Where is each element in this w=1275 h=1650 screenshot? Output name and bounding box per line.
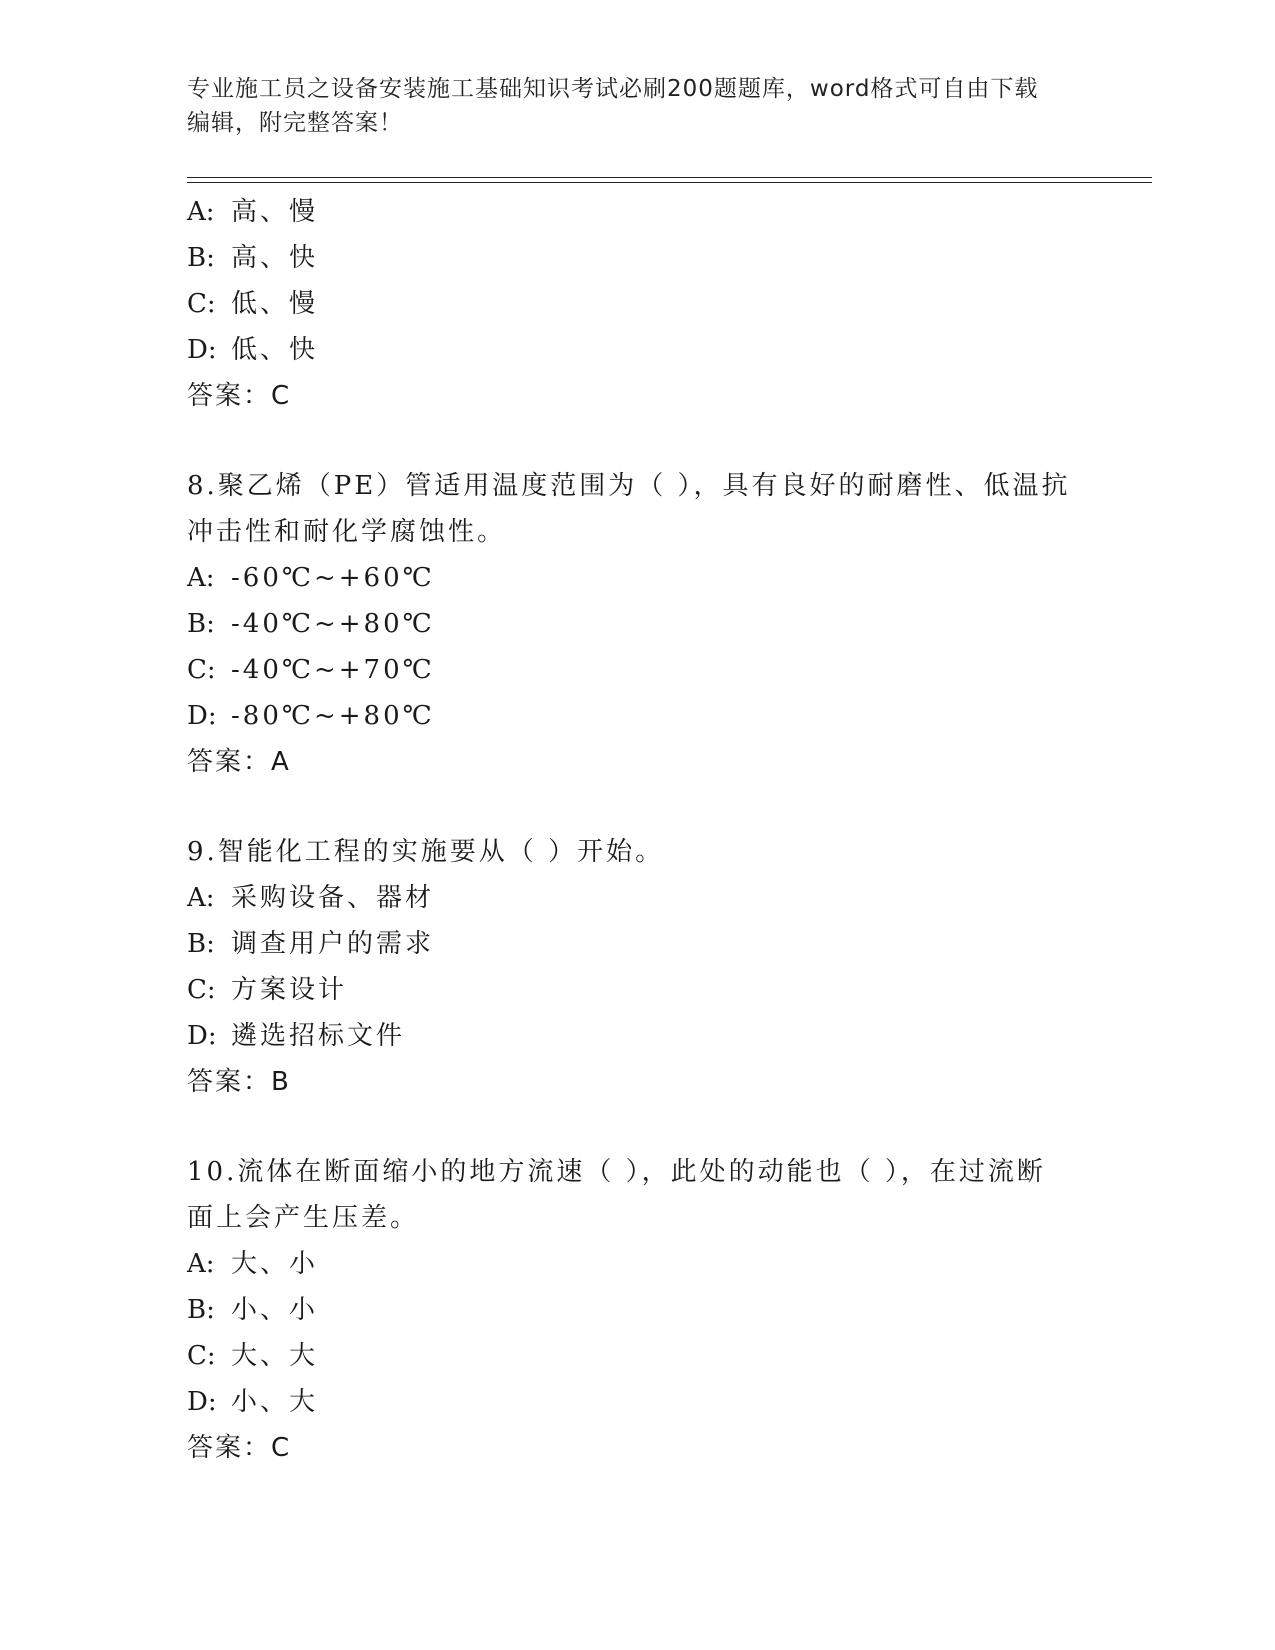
question-text (187, 829, 1087, 875)
question-text-line-1: 10.流体在断面缩小的地方流速（ ），此处的动能也（ ），在过流断 (187, 1157, 1046, 1187)
option-c (187, 647, 1087, 693)
option-b (187, 601, 1087, 647)
option-text: 低、慢 (231, 289, 319, 319)
question-8 (187, 463, 1087, 785)
option-text: 高、慢 (231, 197, 319, 227)
option-key: C: (187, 289, 216, 319)
option-d (187, 693, 1087, 739)
document-header (187, 72, 1067, 140)
option-a (187, 875, 1087, 921)
option-a (187, 555, 1087, 601)
question-text-line-1: 8.聚乙烯（PE）管适用温度范围为（ ），具有良好的耐磨性、低温抗 (187, 471, 1071, 501)
option-text: 遴选招标文件 (231, 1021, 406, 1051)
option-key: C: (187, 655, 216, 685)
question-7 (187, 189, 1087, 419)
option-d (187, 1379, 1087, 1425)
option-d (187, 1013, 1087, 1059)
option-key: B: (187, 1295, 215, 1325)
question-9 (187, 829, 1087, 1105)
option-b (187, 921, 1087, 967)
option-text: 采购设备、器材 (231, 883, 435, 913)
option-key: D: (187, 1021, 217, 1051)
question-10 (187, 1149, 1087, 1471)
header-line-2: 编辑，附完整答案！ (187, 110, 403, 136)
option-text: 小、小 (231, 1295, 319, 1325)
option-b (187, 1287, 1087, 1333)
option-a (187, 189, 1087, 235)
option-text: 调查用户的需求 (231, 929, 435, 959)
option-text: 低、快 (231, 335, 319, 365)
option-text: 大、大 (231, 1341, 319, 1371)
header-divider-top (187, 177, 1152, 178)
answer-line: 答案：C (187, 1433, 292, 1463)
header-line-1: 专业施工员之设备安装施工基础知识考试必刷200题题库，word格式可自由下载 (187, 76, 1039, 102)
option-key: D: (187, 701, 217, 731)
option-key: B: (187, 243, 215, 273)
question-text-line-1: 9.智能化工程的实施要从（ ）开始。 (187, 837, 665, 867)
option-text: -40℃~+70℃ (231, 655, 435, 685)
option-text: 高、快 (231, 243, 319, 273)
option-a (187, 1241, 1087, 1287)
option-key: B: (187, 609, 215, 639)
question-text (187, 463, 1087, 555)
option-text: -80℃~+80℃ (231, 701, 435, 731)
option-key: C: (187, 1341, 216, 1371)
option-key: B: (187, 929, 215, 959)
option-c (187, 1333, 1087, 1379)
option-text: -60℃~+60℃ (231, 563, 435, 593)
option-key: A: (187, 197, 215, 227)
option-key: A: (187, 883, 215, 913)
option-key: C: (187, 975, 216, 1005)
question-text-line-2: 冲击性和耐化学腐蚀性。 (187, 517, 507, 547)
option-b (187, 235, 1087, 281)
option-text: -40℃~+80℃ (231, 609, 435, 639)
header-divider-bottom (187, 182, 1152, 183)
option-key: D: (187, 1387, 217, 1417)
option-d (187, 327, 1087, 373)
option-key: A: (187, 1249, 215, 1279)
question-text (187, 1149, 1087, 1241)
question-text-line-2: 面上会产生压差。 (187, 1203, 420, 1233)
option-c (187, 967, 1087, 1013)
answer-line: 答案：C (187, 381, 292, 411)
option-c (187, 281, 1087, 327)
question-list (187, 189, 1087, 1471)
option-text: 方案设计 (231, 975, 348, 1005)
answer-line: 答案：A (187, 747, 291, 777)
option-key: D: (187, 335, 217, 365)
answer-line: 答案：B (187, 1067, 291, 1097)
option-key: A: (187, 563, 215, 593)
option-text: 小、大 (231, 1387, 319, 1417)
option-text: 大、小 (231, 1249, 319, 1279)
